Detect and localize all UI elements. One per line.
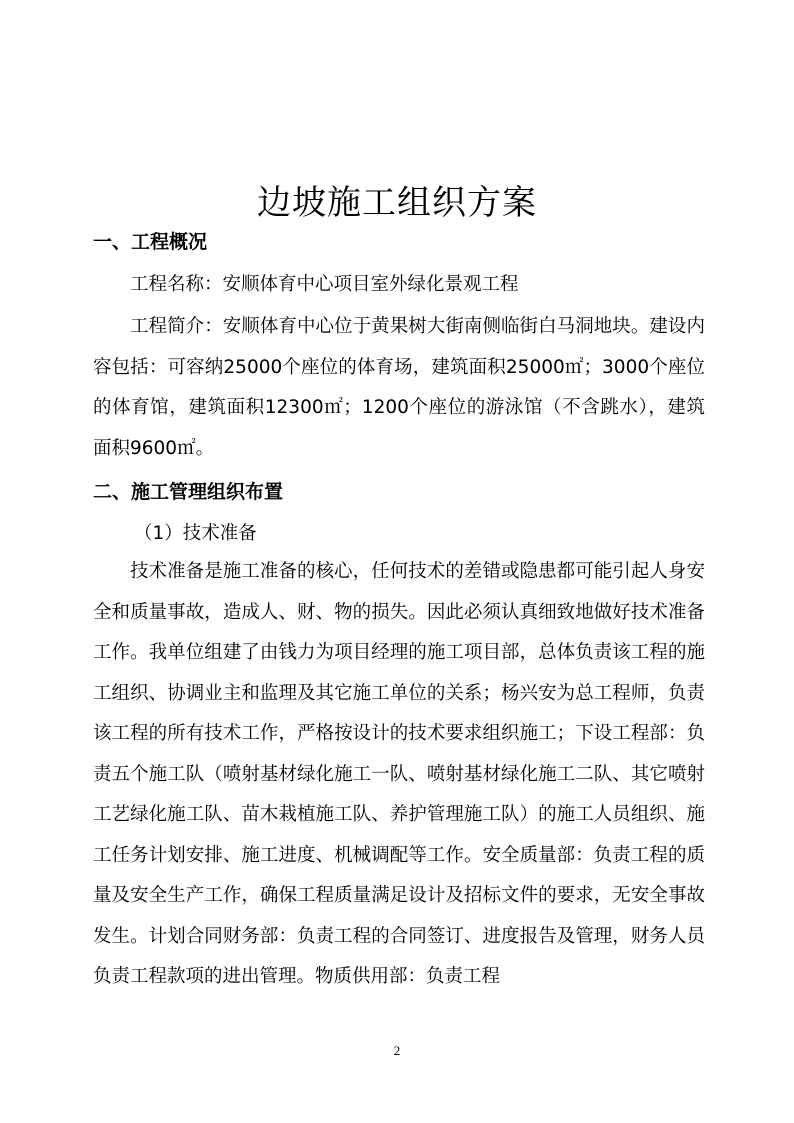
subheading-technical-preparation: （1）技术准备 [134,523,257,544]
project-name-paragraph: 工程名称：安顺体育中心项目室外绿化景观工程 [130,274,519,295]
project-intro-paragraph: 工程简介：安顺体育中心位于黄果树大街南侧临街白马洞地块。建设内容包括：可容纳25000个座位的体育场，建筑面积25000㎡；3000个座位的体育馆，建筑面积12300㎡；1200个座位的游泳馆（不含跳水），建筑面积9600㎡。 [93,316,705,459]
section-heading-overview: 一、工程概况 [93,231,208,253]
page-number: 2 [393,1043,401,1058]
document-title: 边坡施工组织方案 [257,183,537,223]
technical-preparation-paragraph: 技术准备是施工准备的核心，任何技术的差错或隐患都可能引起人身安全和质量事故，造成人、财、物的损失。因此必须认真细致地做好技术准备工作。我单位组建了由钱力为项目经理的施工项目部，总体负责该工程的施工组织、协调业主和监理及其它施工单位的关系；杨兴安为总工程师，负责该工程的所有技术工作，严格按设计的技术要求组织施工；下设工程部：负责五个施工队（喷射基材绿化施工一队、喷射基材绿化施工二队、其它喷射工艺绿化施工队、苗木栽植施工队、养护管理施工队）的施工人员组织、施工任务计划安排、施工进度、机械调配等工作。安全质量部：负责工程的质量及安全生产工作，确保工程质量满足设计及招标文件的要求，无安全事故发生。计划合同财务部：负责工程的合同签订、进度报告及管理，财务人员负责工程款项的进出管理。物质供用部：负责工程 [93,561,705,987]
section-heading-organization: 二、施工管理组织布置 [93,481,284,503]
